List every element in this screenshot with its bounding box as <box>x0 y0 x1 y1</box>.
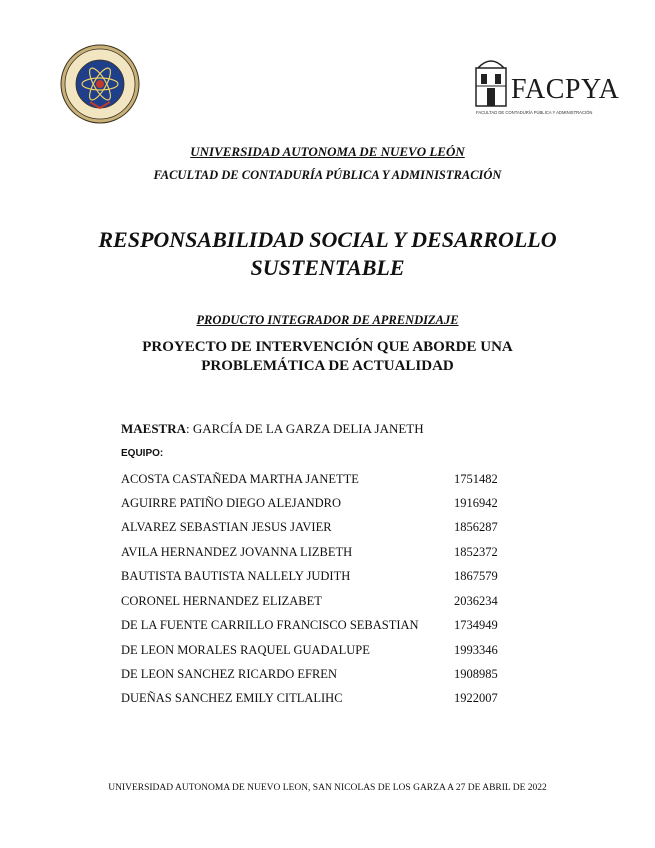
teacher-label: MAESTRA <box>121 421 187 436</box>
facpya-wordmark: FACPYA <box>511 74 620 105</box>
teacher-name: GARCÍA DE LA GARZA DELIA JANETH <box>192 421 424 436</box>
project-title-line1: PROYECTO DE INTERVENCIÓN QUE ABORDE UNA <box>142 339 513 355</box>
team-member-row <box>121 667 521 683</box>
member-name: ACOSTA CASTAÑEDA MARTHA JANETTE <box>121 472 359 486</box>
team-member-row <box>121 496 521 512</box>
member-id: 1922007 <box>454 691 498 705</box>
facpya-building-icon <box>474 54 508 108</box>
course-title-line2: SUSTENTABLE <box>250 255 405 280</box>
facpya-logo <box>474 52 620 118</box>
university-heading: UNIVERSIDAD AUTONOMA DE NUEVO LEÓN <box>190 144 465 159</box>
member-id: 1916942 <box>454 496 498 510</box>
member-id: 2036234 <box>454 594 498 608</box>
member-id: 1993346 <box>454 643 498 657</box>
member-id: 1908985 <box>454 667 498 681</box>
faculty-heading: FACULTAD DE CONTADURÍA PÚBLICA Y ADMINISTRACIÓN <box>153 168 502 182</box>
member-name: AVILA HERNANDEZ JOVANNA LIZBETH <box>121 545 353 559</box>
team-member-row <box>121 472 521 488</box>
team-member-row <box>121 618 521 634</box>
product-label: PRODUCTO INTEGRADOR DE APRENDIZAJE <box>196 313 459 327</box>
member-id: 1856287 <box>454 520 498 534</box>
member-name: DE LEON MORALES RAQUEL GUADALUPE <box>121 643 370 657</box>
project-title <box>0 338 655 376</box>
member-name: DUEÑAS SANCHEZ EMILY CITLALIHC <box>121 691 343 705</box>
member-name: CORONEL HERNANDEZ ELIZABET <box>121 594 322 608</box>
team-member-row <box>121 643 521 659</box>
team-member-row <box>121 569 521 585</box>
teacher-line: MAESTRA: GARCÍA DE LA GARZA DELIA JANETH <box>121 421 424 436</box>
member-id: 1734949 <box>454 618 498 632</box>
member-id: 1867579 <box>454 569 498 583</box>
member-name: BAUTISTA BAUTISTA NALLELY JUDITH <box>121 569 351 583</box>
member-name: ALVAREZ SEBASTIAN JESUS JAVIER <box>121 520 332 534</box>
member-name: DE LEON SANCHEZ RICARDO EFREN <box>121 667 337 681</box>
member-name: AGUIRRE PATIÑO DIEGO ALEJANDRO <box>121 496 342 510</box>
team-member-row <box>121 545 521 561</box>
course-title-line1: RESPONSABILIDAD SOCIAL Y DESARROLLO <box>98 227 557 252</box>
member-name: DE LA FUENTE CARRILLO FRANCISCO SEBASTIAN <box>121 618 419 632</box>
team-member-row <box>121 520 521 536</box>
facpya-subtitle: FACULTAD DE CONTADURÍA PÚBLICA Y ADMINISTRACIÓN <box>476 110 593 115</box>
member-id: 1852372 <box>454 545 498 559</box>
team-member-row <box>121 594 521 610</box>
team-member-row <box>121 691 521 707</box>
member-id: 1751482 <box>454 472 498 486</box>
uanl-seal-logo <box>60 44 140 124</box>
footer-text: UNIVERSIDAD AUTONOMA DE NUEVO LEON, SAN NICOLAS DE LOS GARZA A 27 DE ABRIL DE 2022 <box>108 783 547 793</box>
project-title-line2: PROBLEMÁTICA DE ACTUALIDAD <box>201 358 454 374</box>
team-label: EQUIPO: <box>121 448 164 459</box>
course-title <box>0 226 655 282</box>
